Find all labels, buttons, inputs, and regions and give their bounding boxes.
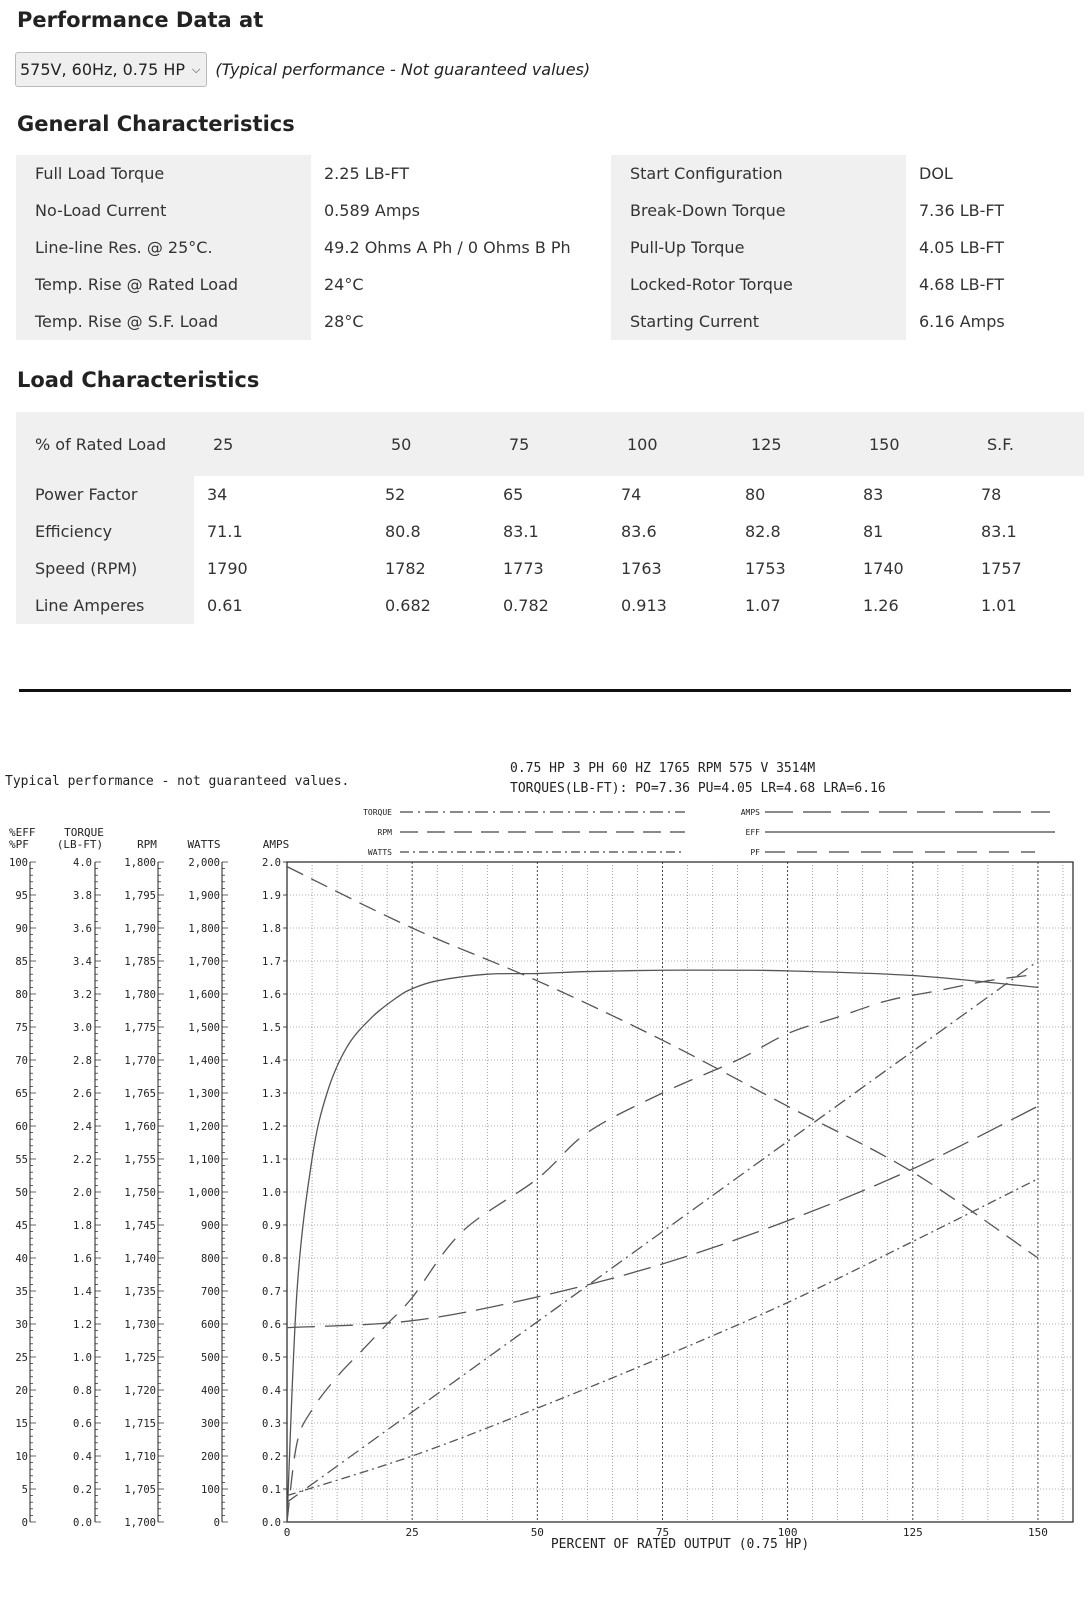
y-tick-label: 1.4 [73,1286,92,1298]
y-tick-label: 1.6 [262,989,281,1001]
y-tick-label: 2.2 [73,1154,92,1166]
y-tick-label: 65 [15,1088,28,1100]
load-cell: 83.1 [503,522,539,541]
general-row [16,192,1026,229]
load-row-label: Line Amperes [16,587,194,624]
load-column-header: 150 [850,412,968,476]
y-tick-label: 0 [213,1517,220,1529]
y-tick-label: 0.4 [262,1385,281,1397]
y-tick-label: 500 [201,1352,220,1364]
y-tick-label: 1,780 [124,989,156,1001]
typical-note: (Typical performance - Not guaranteed values) [215,60,591,79]
load-cell: 34 [207,485,228,504]
y-tick-label: 75 [15,1022,28,1034]
load-row-label: Speed (RPM) [16,550,194,587]
y-tick-label: 0.0 [262,1517,281,1529]
y-tick-label: 1,790 [124,923,156,935]
y-tick-label: 1.8 [262,923,281,935]
general-label: Locked-Rotor Torque [611,266,906,303]
y-tick-label: 2,000 [188,857,220,869]
y-tick-label: 1,000 [188,1187,220,1199]
load-cell: 0.913 [621,596,667,615]
general-label: Temp. Rise @ Rated Load [16,266,311,303]
load-cell: 0.61 [207,596,243,615]
general-label: Temp. Rise @ S.F. Load [16,303,311,340]
axis-header: WATTS [187,838,221,851]
load-row [16,476,1084,513]
load-title: Load Characteristics [17,368,260,392]
load-row-label: Power Factor [16,476,194,513]
y-tick-label: 1,700 [124,1517,156,1529]
y-tick-label: 600 [201,1319,220,1331]
general-label: Break-Down Torque [611,192,906,229]
y-tick-label: 0.3 [262,1418,281,1430]
chevron-down-icon: ⌵ [192,62,201,76]
y-tick-label: 0 [21,1517,28,1529]
y-tick-label: 0.6 [73,1418,92,1430]
y-tick-label: 400 [201,1385,220,1397]
y-tick-label: 1,600 [188,989,220,1001]
y-tick-label: 1,785 [124,956,156,968]
selector-row [15,52,590,87]
y-tick-label: 1.9 [262,890,281,902]
load-cell: 81 [863,522,884,541]
y-tick-label: 50 [15,1187,28,1199]
axis-header: %PF [9,838,29,851]
y-tick-label: 1.2 [73,1319,92,1331]
y-tick-label: 3.8 [73,890,92,902]
general-label: Pull-Up Torque [611,229,906,266]
general-value: 6.16 Amps [919,312,1005,331]
load-table [16,412,1084,624]
load-cell: 74 [621,485,642,504]
x-tick-label: 150 [1028,1526,1048,1539]
y-tick-label: 1,745 [124,1220,156,1232]
load-row [16,587,1084,624]
y-tick-label: 1,715 [124,1418,156,1430]
y-tick-label: 70 [15,1055,28,1067]
load-cell: 1.07 [745,596,781,615]
page-title: Performance Data at [17,8,264,32]
y-tick-label: 1,725 [124,1352,156,1364]
general-label: Full Load Torque [16,155,311,192]
y-tick-label: 0.6 [262,1319,281,1331]
load-row-label: Efficiency [16,513,194,550]
axis-header: RPM [137,838,157,851]
y-tick-label: 20 [15,1385,28,1397]
general-value: 0.589 Amps [324,201,420,220]
y-tick-label: 10 [15,1451,28,1463]
rating-select[interactable] [15,52,207,87]
y-tick-label: 2.8 [73,1055,92,1067]
legend-label: RPM [377,828,392,837]
general-table [16,155,1026,340]
y-tick-label: 35 [15,1286,28,1298]
load-cell: 83.1 [981,522,1017,541]
legend-label: AMPS [740,808,760,817]
load-cell: 1.01 [981,596,1017,615]
y-tick-label: 1.6 [73,1253,92,1265]
y-tick-label: 1,710 [124,1451,156,1463]
y-tick-label: 1,750 [124,1187,156,1199]
y-tick-label: 2.0 [262,857,281,869]
y-tick-label: 1,795 [124,890,156,902]
performance-chart [0,740,1089,1610]
x-tick-label: 50 [530,1526,544,1539]
y-tick-label: 1,900 [188,890,220,902]
legend-label: EFF [745,828,760,837]
y-tick-label: 5 [21,1484,28,1496]
y-tick-label: 1.0 [262,1187,281,1199]
x-tick-label: 75 [655,1526,670,1539]
load-column-header: 125 [732,412,850,476]
y-tick-label: 1.0 [73,1352,92,1364]
y-tick-label: 90 [15,923,28,935]
y-tick-label: 45 [15,1220,28,1232]
load-cell: 82.8 [745,522,781,541]
load-column-header: 50 [372,412,490,476]
x-tick-label: 100 [777,1526,798,1539]
y-tick-label: 1,735 [124,1286,156,1298]
chart-note: Typical performance - not guaranteed values. [5,774,350,789]
y-tick-label: 1.3 [262,1088,281,1100]
y-tick-label: 0.2 [262,1451,281,1463]
y-tick-label: 0.8 [73,1385,92,1397]
y-tick-label: 200 [201,1451,220,1463]
y-tick-label: 1,755 [124,1154,156,1166]
general-row [16,155,1026,192]
chart-info-line2: TORQUES(LB-FT): PO=7.36 PU=4.05 LR=4.68 LRA=6.16 [510,781,886,796]
y-tick-label: 0.1 [262,1484,281,1496]
y-tick-label: 100 [201,1484,220,1496]
y-tick-label: 1,800 [124,857,156,869]
y-tick-label: 55 [15,1154,28,1166]
load-column-header: 75 [490,412,608,476]
rating-select-value: 575V, 60Hz, 0.75 HP [20,60,186,79]
load-cell: 1740 [863,559,904,578]
y-tick-label: 15 [15,1418,28,1430]
y-tick-label: 1,800 [188,923,220,935]
y-tick-label: 1.7 [262,956,281,968]
y-tick-label: 3.2 [73,989,92,1001]
y-tick-label: 25 [15,1352,28,1364]
legend-label: WATTS [367,848,392,857]
axis-header: TORQUE [64,826,104,839]
y-tick-label: 1,200 [188,1121,220,1133]
load-cell: 80.8 [385,522,421,541]
load-cell: 1790 [207,559,248,578]
load-cell: 80 [745,485,766,504]
load-cell: 52 [385,485,406,504]
y-tick-label: 700 [201,1286,220,1298]
section-divider [19,689,1071,692]
x-axis-label: PERCENT OF RATED OUTPUT (0.75 HP) [550,1537,810,1552]
y-tick-label: 2.0 [73,1187,92,1199]
axis-header: (LB-FT) [56,838,104,851]
y-tick-label: 0.5 [262,1352,281,1364]
y-tick-label: 900 [201,1220,220,1232]
y-tick-label: 3.4 [73,956,92,968]
load-cell: 83 [863,485,884,504]
load-cell: 0.682 [385,596,431,615]
load-column-header: 25 [194,412,372,476]
y-tick-label: 300 [201,1418,220,1430]
y-tick-label: 1,770 [124,1055,156,1067]
load-cell: 1753 [745,559,786,578]
general-value: 7.36 LB-FT [919,201,1005,220]
y-tick-label: 1.4 [262,1055,281,1067]
general-row [16,266,1026,303]
load-header-label: % of Rated Load [16,412,194,476]
y-tick-label: 1,300 [188,1088,220,1100]
y-tick-label: 1.1 [262,1154,281,1166]
general-label: Start Configuration [611,155,906,192]
y-tick-label: 1,760 [124,1121,156,1133]
general-label: Starting Current [611,303,906,340]
general-row [16,229,1026,266]
y-tick-label: 1.5 [262,1022,281,1034]
y-tick-label: 1.2 [262,1121,281,1133]
y-tick-label: 85 [15,956,28,968]
y-tick-label: 80 [15,989,28,1001]
y-tick-label: 3.6 [73,923,92,935]
load-cell: 0.782 [503,596,549,615]
load-column-header: 100 [608,412,732,476]
general-value: DOL [919,164,953,183]
general-value: 2.25 LB-FT [324,164,410,183]
y-tick-label: 1,775 [124,1022,156,1034]
y-tick-label: 1,720 [124,1385,156,1397]
general-label: Line-line Res. @ 25°C. [16,229,311,266]
y-tick-label: 40 [15,1253,28,1265]
y-tick-label: 30 [15,1319,28,1331]
y-tick-label: 0.4 [73,1451,92,1463]
general-value: 4.68 LB-FT [919,275,1005,294]
y-tick-label: 95 [15,890,28,902]
load-cell: 1773 [503,559,544,578]
legend-label: PF [750,848,760,857]
y-tick-label: 0.2 [73,1484,92,1496]
load-cell: 65 [503,485,524,504]
load-cell: 83.6 [621,522,657,541]
x-tick-label: 25 [405,1526,419,1539]
y-tick-label: 0.0 [73,1517,92,1529]
axis-header: %EFF [9,826,36,839]
general-value: 4.05 LB-FT [919,238,1005,257]
y-tick-label: 1.8 [73,1220,92,1232]
y-tick-label: 1,765 [124,1088,156,1100]
y-tick-label: 100 [9,857,28,869]
load-cell: 1763 [621,559,662,578]
load-row [16,550,1084,587]
x-tick-label: 0 [283,1526,291,1539]
y-tick-label: 1,100 [188,1154,220,1166]
y-tick-label: 1,500 [188,1022,220,1034]
y-tick-label: 60 [15,1121,28,1133]
chart-info-line1: 0.75 HP 3 PH 60 HZ 1765 RPM 575 V 3514M [510,761,816,776]
load-cell: 78 [981,485,1002,504]
general-value: 49.2 Ohms A Ph / 0 Ohms B Ph [324,238,571,257]
load-column-header: S.F. [968,412,1084,476]
general-title: General Characteristics [17,112,295,136]
load-cell: 1757 [981,559,1022,578]
y-tick-label: 0.8 [262,1253,281,1265]
y-tick-label: 1,700 [188,956,220,968]
load-cell: 1.26 [863,596,899,615]
y-tick-label: 1,730 [124,1319,156,1331]
y-tick-label: 0.7 [262,1286,281,1298]
y-tick-label: 0.9 [262,1220,281,1232]
y-tick-label: 1,705 [124,1484,156,1496]
y-tick-label: 1,740 [124,1253,156,1265]
legend-label: TORQUE [363,808,392,817]
general-value: 28°C [324,312,364,331]
y-tick-label: 800 [201,1253,220,1265]
general-value: 24°C [324,275,364,294]
load-cell: 1782 [385,559,426,578]
y-tick-label: 4.0 [73,857,92,869]
general-label: No-Load Current [16,192,311,229]
general-row [16,303,1026,340]
load-cell: 71.1 [207,522,243,541]
axis-header: AMPS [262,838,290,851]
y-tick-label: 2.4 [73,1121,92,1133]
load-row [16,513,1084,550]
x-tick-label: 125 [902,1526,923,1539]
y-tick-label: 2.6 [73,1088,92,1100]
y-tick-label: 3.0 [73,1022,92,1034]
y-tick-label: 1,400 [188,1055,220,1067]
